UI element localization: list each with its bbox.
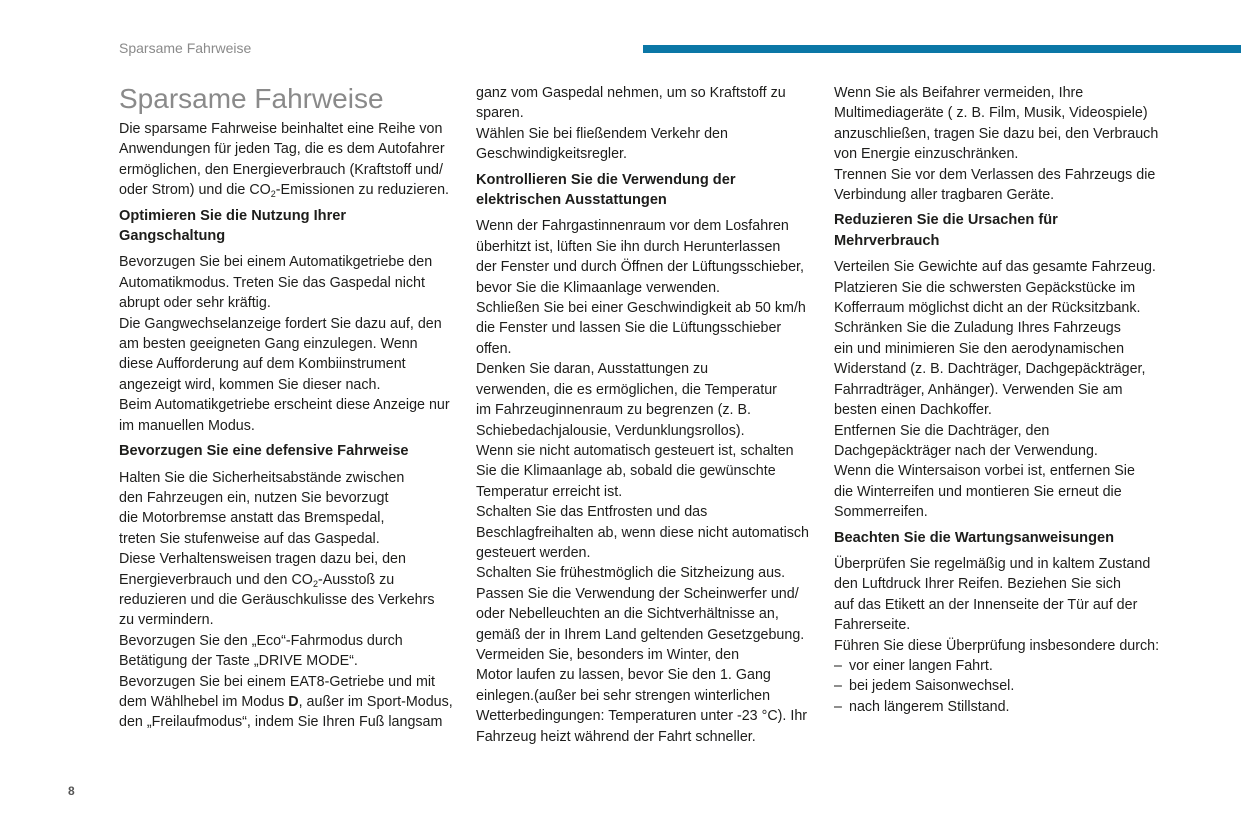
text-line: Temperatur erreicht ist. <box>476 483 623 500</box>
text-line: Betätigung der Taste „DRIVE MODE“. <box>119 653 358 670</box>
text-line: Fahrradträger, Anhänger). Verwenden Sie am <box>834 381 1123 398</box>
text-line: die Motorbremse anstatt das Bremspedal, <box>119 510 385 527</box>
text-line: diese Aufforderung auf dem Kombiinstrument <box>119 356 406 373</box>
text-line: treten Sie stufenweise auf das Gaspedal. <box>119 530 380 547</box>
subscript: 2 <box>312 578 318 589</box>
paragraph <box>476 83 816 165</box>
text-line: besten einen Dachkoffer. <box>834 402 992 419</box>
text-line: Beim Automatikgetriebe erscheint diese Anzeige nur <box>119 397 450 414</box>
text-line: Halten Sie die Sicherheitsabstände zwischen <box>119 469 405 486</box>
text-line: Fahrzeug heizt während der Fahrt schneller. <box>476 728 756 745</box>
section-heading: Reduzieren Sie die Ursachen für Mehrverbrauch <box>834 212 1058 249</box>
text-line: Verbindung aller tragbaren Geräte. <box>834 187 1055 204</box>
text-line: Wenn der Fahrgastinnenraum vor dem Losfahren <box>476 218 789 235</box>
text-line: den „Freilaufmodus“, indem Sie Ihren Fuß langsam <box>119 714 443 731</box>
text-line: Führen Sie diese Überprüfung insbesondere durch: <box>834 637 1160 654</box>
text-line: Sommerreifen. <box>834 504 928 521</box>
column-2 <box>476 83 816 747</box>
text-line: ganz vom Gaspedal nehmen, um so Kraftstoff zu <box>476 85 786 101</box>
paragraph <box>119 252 459 436</box>
text-line: gesteuert werden. <box>476 544 591 561</box>
text-line: Widerstand (z. B. Dachträger, Dachgepäckträger, <box>834 361 1146 378</box>
text-line: ein und minimieren Sie den aerodynamischen <box>834 340 1125 357</box>
text-line: Die Gangwechselanzeige fordert Sie dazu auf, den <box>119 315 442 332</box>
text-line: im manuellen Modus. <box>119 417 255 434</box>
text-line: die Winterreifen und montieren Sie erneut die <box>834 483 1122 500</box>
text-line: Wetterbedingungen: Temperaturen unter -23 °C). Ihr <box>476 708 808 725</box>
page-number: 8 <box>68 784 75 798</box>
text-line: Vermeiden Sie, besonders im Winter, den <box>476 646 740 663</box>
text-line: Wenn Sie als Beifahrer vermeiden, Ihre <box>834 85 1084 101</box>
intro-paragraph <box>119 119 459 201</box>
text-line: Wählen Sie bei fließendem Verkehr den <box>476 125 728 142</box>
column-3 <box>834 83 1174 717</box>
list-item: – nach längerem Stillstand. <box>834 697 1174 717</box>
text-line: verwenden, die es ermöglichen, die Temperatur <box>476 381 777 398</box>
text-line: Schränken Sie die Zuladung Ihres Fahrzeugs <box>834 320 1121 337</box>
section-heading: Kontrollieren Sie die Verwendung der elektrischen Ausstattungen <box>476 171 736 209</box>
paragraph <box>834 257 1174 522</box>
subscript: 2 <box>270 189 276 200</box>
text-line: Bevorzugen Sie den „Eco“-Fahrmodus durch <box>119 632 403 649</box>
section-heading: Optimieren Sie die Nutzung Ihrer Gangschaltung <box>119 207 347 245</box>
text-line: Sie die Klimaanlage ab, sobald die gewünschte <box>476 463 776 480</box>
paragraph <box>834 83 1174 205</box>
text-line: Platzieren Sie die schwersten Gepäckstücke im <box>834 279 1136 296</box>
list-item: – bei jedem Saisonwechsel. <box>834 676 1174 696</box>
text-line: Verteilen Sie Gewichte auf das gesamte Fahrzeug. <box>834 259 1156 276</box>
text-line: Fahrerseite. <box>834 617 911 634</box>
running-header-title: Sparsame Fahrweise <box>119 40 252 56</box>
paragraph <box>834 554 1174 717</box>
text-line: Energieverbrauch und den $CO_2$-Ausstoß zu <box>119 571 395 589</box>
text-line: im Fahrzeuginnenraum zu begrenzen (z. B. <box>476 402 751 419</box>
text-line: Trennen Sie vor dem Verlassen des Fahrzeugs die <box>834 166 1156 183</box>
text-line: Passen Sie die Verwendung der Scheinwerfer und/ <box>476 585 799 602</box>
text-line: sparen. <box>476 105 524 122</box>
text-line: Wenn sie nicht automatisch gesteuert ist, schalten <box>476 442 794 459</box>
text-line: zu vermindern. <box>119 612 214 629</box>
text-line: Geschwindigkeitsregler. <box>476 146 627 163</box>
list-item: – vor einer langen Fahrt. <box>834 656 1174 676</box>
text-line: angezeigt wird, kommen Sie dieser nach. <box>119 376 381 393</box>
section-heading: Bevorzugen Sie eine defensive Fahrweise <box>119 443 409 460</box>
section-heading: Beachten Sie die Wartungsanweisungen <box>834 529 1115 546</box>
text-line: Entfernen Sie die Dachträger, den <box>834 422 1050 439</box>
text-line: reduzieren und die Geräuschkulisse des Verkehrs <box>119 591 435 608</box>
paragraph <box>119 468 459 733</box>
text-line: Schiebedachjalousie, Verdunklungsrollos). <box>476 422 745 439</box>
column-1 <box>119 82 459 733</box>
text-line: Überprüfen Sie regelmäßig und in kaltem Zustand <box>834 555 1151 572</box>
text-line: am besten geeigneten Gang einzulegen. Wenn <box>119 336 418 353</box>
text-line: ermöglichen, den Energieverbrauch (Kraftstoff und/ <box>119 161 443 178</box>
text-line: Kofferraum möglichst dicht an der Rücksitzbank. <box>834 300 1141 317</box>
text-line: Automatikmodus. Treten Sie das Gaspedal nicht <box>119 274 425 291</box>
text-line: die Fenster und lassen Sie die Lüftungsschieber <box>476 320 782 337</box>
text-line: Bevorzugen Sie bei einem EAT8-Getriebe und mit <box>119 673 436 690</box>
text-line: Wenn die Wintersaison vorbei ist, entfernen Sie <box>834 463 1135 480</box>
text-line: überhitzt ist, lüften Sie ihn durch Herunterlassen <box>476 238 781 255</box>
header-accent-bar <box>643 45 1241 53</box>
text-line: Schalten Sie das Entfrosten und das <box>476 504 708 521</box>
text-line: einlegen.(außer bei sehr strengen winterlichen <box>476 687 771 704</box>
text-line: der Fenster und durch Öffnen der Lüftungsschieber, <box>476 259 804 276</box>
text-line: Schalten Sie frühestmöglich die Sitzheizung aus. <box>476 565 786 582</box>
page-title: Sparsame Fahrweise <box>119 83 384 114</box>
mode-d-label: D <box>288 693 299 710</box>
text-line: oder Strom) und die $CO_2$-Emissionen zu reduzieren. <box>119 182 450 200</box>
text-line: Die sparsame Fahrweise beinhaltet eine Reihe von <box>119 121 443 137</box>
text-line: bevor Sie die Klimaanlage verwenden. <box>476 279 720 296</box>
text-line: Diese Verhaltensweisen tragen dazu bei, den <box>119 551 406 568</box>
text-line: Beschlagfreihalten ab, wenn diese nicht automatisch <box>476 524 810 541</box>
text-line: gemäß der in Ihrem Land geltenden Gesetzgebung. <box>476 626 805 643</box>
text-line: den Fahrzeugen ein, nutzen Sie bevorzugt <box>119 489 389 506</box>
text-line: oder Nebelleuchten an die Sichtverhältnisse an, <box>476 606 779 623</box>
text-line: auf das Etikett an der Innenseite der Tür auf der <box>834 596 1138 613</box>
text-line: Motor laufen zu lassen, bevor Sie den 1. Gang <box>476 667 771 684</box>
text-line: dem Wählhebel im Modus D, außer im Sport-Modus, <box>119 693 453 710</box>
text-line: abrupt oder sehr kräftig. <box>119 295 271 312</box>
text-line: Denken Sie daran, Ausstattungen zu <box>476 361 709 378</box>
text-line: Dachgepäckträger nach der Verwendung. <box>834 442 1098 459</box>
paragraph <box>476 216 816 747</box>
text-line: Schließen Sie bei einer Geschwindigkeit ab 50 km/h <box>476 300 806 317</box>
text-line: Bevorzugen Sie bei einem Automatikgetriebe den <box>119 254 433 271</box>
text-line: Multimediageräte ( z. B. Film, Musik, Videospiele) <box>834 105 1148 122</box>
text-line: von Energie einzuschränken. <box>834 146 1019 163</box>
text-line: Anwendungen für jeden Tag, die es dem Autofahrer <box>119 141 445 158</box>
text-line: anzuschließen, tragen Sie dazu bei, den Verbrauch <box>834 125 1159 142</box>
text-line: offen. <box>476 340 512 357</box>
text-line: den Luftdruck Ihrer Reifen. Beziehen Sie sich <box>834 576 1121 593</box>
